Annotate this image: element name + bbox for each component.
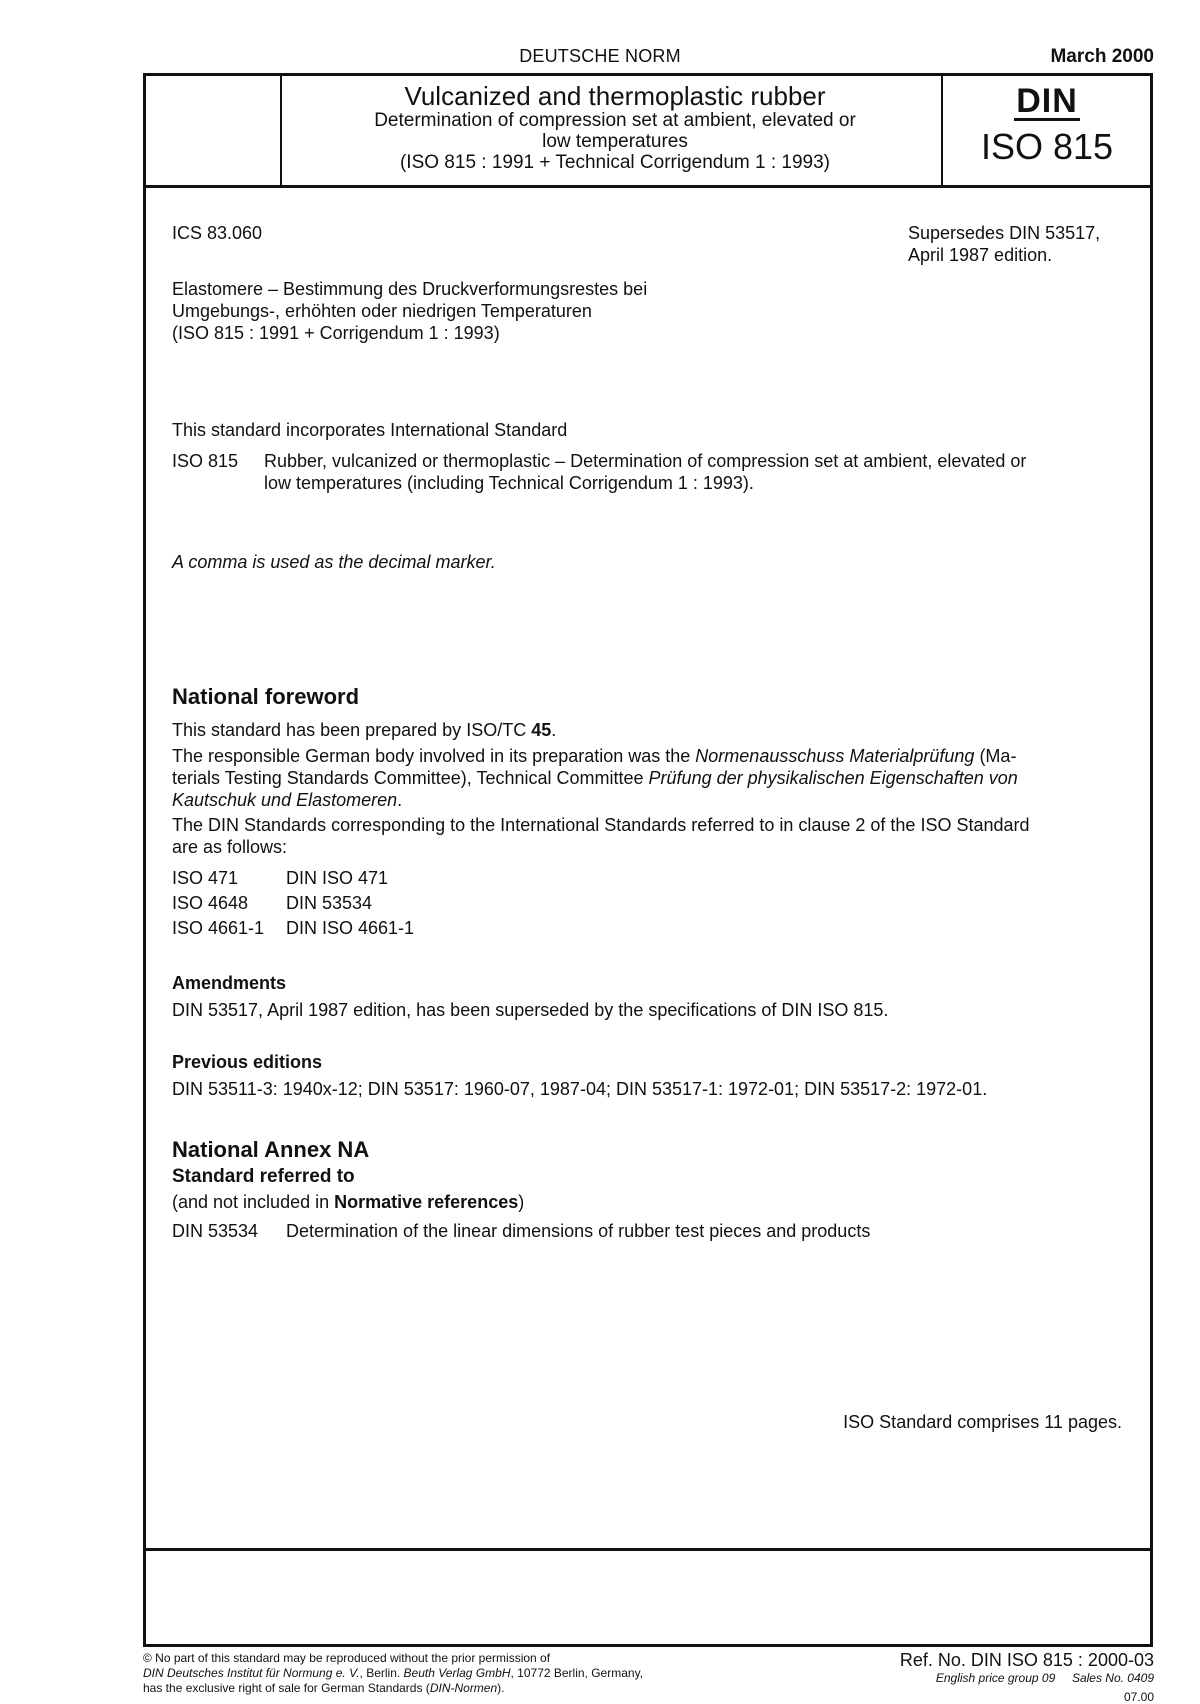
copyright-line xyxy=(143,1666,643,1681)
annex-heading: National Annex NA xyxy=(172,1137,370,1162)
subtitle-line: low temperatures xyxy=(542,131,688,152)
din-code: DIN ISO 4661-1 xyxy=(286,918,415,938)
table-row xyxy=(172,867,414,892)
sales-number: Sales No. 0409 xyxy=(1071,1671,1154,1685)
supersedes-line: April 1987 edition. xyxy=(908,245,1053,265)
committee-name: Prüfung der physikalischen Eigenschaften von xyxy=(648,768,1018,788)
corresponding-line: The DIN Standards corresponding to the International Standards referred to in clause 2 of the ISO Standard xyxy=(172,815,1030,835)
tc-number: 45 xyxy=(531,720,552,740)
price-group: English price group 09 xyxy=(935,1671,1056,1685)
responsible-line xyxy=(172,767,1132,789)
standard-type: DEUTSCHE NORM xyxy=(519,46,681,66)
standards-table xyxy=(172,867,414,942)
description-line: Rubber, vulcanized or thermoplastic – Determination of compression set at ambient, elevated or xyxy=(264,451,1027,471)
prepared-by-end: . xyxy=(551,720,557,740)
iso-code: ISO 471 xyxy=(172,868,239,888)
header-left-divider xyxy=(280,73,282,187)
previous-editions-text: DIN 53511-3: 1940x-12; DIN 53517: 1960-07, 1987-04; DIN 53517-1: 1972-01; DIN 53517-2: 1972-01. xyxy=(172,1079,988,1099)
document-title: Vulcanized and thermoplastic rubber xyxy=(404,81,826,111)
issue-date: March 2000 xyxy=(1050,46,1154,67)
din-normen: DIN-Normen xyxy=(429,1681,498,1695)
committee-name: Kautschuk und Elastomeren xyxy=(172,790,398,810)
supersedes-note xyxy=(908,222,1138,266)
description-line: low temperatures (including Technical Corrigendum 1 : 1993). xyxy=(264,473,754,493)
referenced-description: Determination of the linear dimensions of rubber test pieces and products xyxy=(286,1221,871,1241)
iso-code: ISO 4661-1 xyxy=(172,918,265,938)
reference-number: Ref. No. DIN ISO 815 : 2000-03 xyxy=(899,1650,1154,1670)
annex-note-text: (and not included in xyxy=(172,1192,335,1212)
title-block xyxy=(290,82,940,173)
copyright-text: has the exclusive right of sale for German Standards ( xyxy=(143,1681,430,1695)
responsible-body-name: Normenausschuss Materialprüfung xyxy=(695,746,975,766)
copyright-line xyxy=(143,1681,643,1696)
table-row xyxy=(172,892,414,917)
german-title xyxy=(172,278,647,344)
german-title-line: Elastomere – Bestimmung des Druckverformungsrestes bei xyxy=(172,279,648,299)
standard-number: ISO 815 xyxy=(980,126,1114,167)
decimal-note: A comma is used as the decimal marker. xyxy=(172,552,496,572)
price-info xyxy=(936,1671,1154,1685)
corresponding-line: are as follows: xyxy=(172,837,288,857)
copyright-text: , Berlin. xyxy=(359,1666,404,1680)
institute-name: DIN Deutsches Institut für Normung e. V. xyxy=(143,1666,360,1680)
amendments-heading: Amendments xyxy=(172,973,287,993)
referenced-code: DIN 53534 xyxy=(172,1221,259,1241)
copyright-notice xyxy=(143,1651,643,1696)
german-title-line: Umgebungs-, erhöhten oder niedrigen Temperaturen xyxy=(172,301,592,321)
incorporated-code: ISO 815 xyxy=(172,451,239,471)
header-right-divider xyxy=(941,73,943,187)
subtitle-line: Determination of compression set at ambient, elevated or xyxy=(374,110,856,131)
copyright-text: , 10772 Berlin, Germany, xyxy=(510,1666,644,1680)
corresponding-paragraph xyxy=(172,814,1132,858)
annex-subheading: Standard referred to xyxy=(172,1166,355,1187)
page-count-note: ISO Standard comprises 11 pages. xyxy=(843,1412,1122,1432)
header-divider xyxy=(143,185,1153,188)
prepared-by xyxy=(172,719,556,741)
german-title-line: (ISO 815 : 1991 + Corrigendum 1 : 1993) xyxy=(172,323,500,343)
subtitle-line: (ISO 815 : 1991 + Technical Corrigendum 1 : 1993) xyxy=(399,152,831,173)
responsible-body-paragraph xyxy=(172,745,1132,811)
responsible-text: (Ma- xyxy=(974,746,1017,766)
footer-divider xyxy=(143,1548,1153,1551)
copyright-line: © No part of this standard may be reproduced without the prior permission of xyxy=(143,1651,551,1665)
din-code: DIN ISO 471 xyxy=(286,868,389,888)
din-logo: DIN xyxy=(1016,82,1078,120)
responsible-text: terials Testing Standards Committee), Technical Committee xyxy=(172,768,649,788)
table-row xyxy=(172,917,414,942)
publisher-name: Beuth Verlag GmbH xyxy=(403,1666,511,1680)
copyright-text: ). xyxy=(497,1681,505,1695)
din-code: DIN 53534 xyxy=(286,893,373,913)
foreword-heading: National foreword xyxy=(172,684,360,709)
amendments-text: DIN 53517, April 1987 edition, has been superseded by the specifications of DIN ISO 815. xyxy=(172,1000,889,1020)
responsible-line xyxy=(172,745,1132,767)
incorporated-description xyxy=(264,450,1132,494)
incorporation-intro: This standard incorporates International Standard xyxy=(172,420,568,440)
annex-note-text: ) xyxy=(518,1192,525,1212)
edition-code: 07.00 xyxy=(1123,1690,1154,1704)
annex-note-bold: Normative references xyxy=(334,1192,519,1212)
responsible-text: The responsible German body involved in its preparation was the xyxy=(172,746,696,766)
responsible-text: . xyxy=(397,790,403,810)
responsible-line xyxy=(172,789,1132,811)
iso-code: ISO 4648 xyxy=(172,893,249,913)
previous-editions-heading: Previous editions xyxy=(172,1052,323,1072)
din-designation xyxy=(944,84,1150,167)
supersedes-line: Supersedes DIN 53517, xyxy=(908,223,1101,243)
prepared-by-text: This standard has been prepared by ISO/TC xyxy=(172,720,532,740)
ics-code: ICS 83.060 xyxy=(172,223,263,243)
annex-note xyxy=(172,1191,524,1213)
